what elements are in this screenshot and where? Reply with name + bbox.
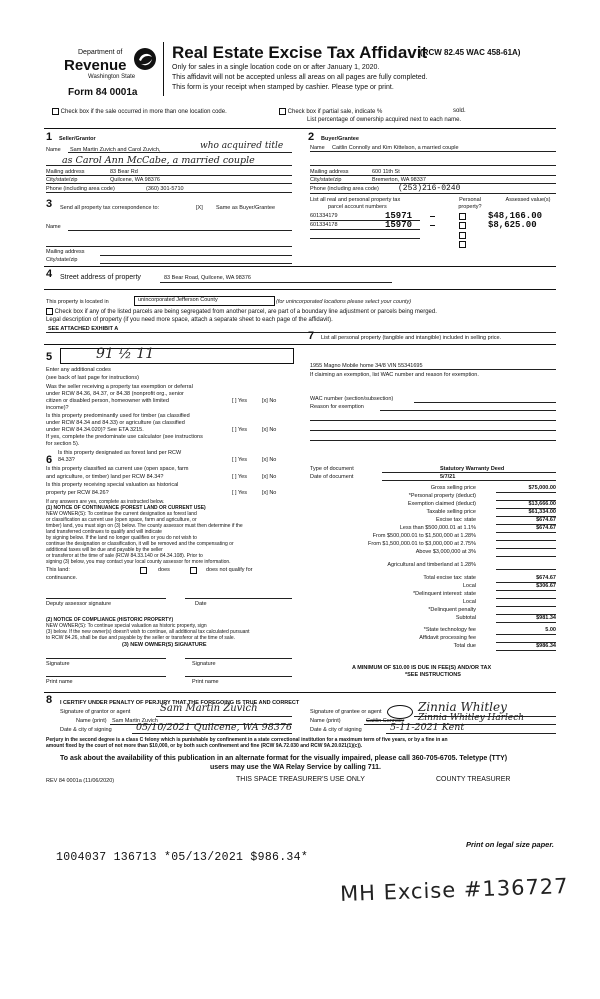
grantee-signature[interactable]: Zinnia Whitley	[418, 700, 507, 714]
buyer-mailing-label: Mailing address	[310, 169, 349, 175]
tax-row-label: Gross selling price	[430, 485, 476, 491]
tax-row-label: Excise tax: state	[435, 517, 476, 523]
s5-q1-line: under RCW 84.36, 84.37, or 84.38 (nonprofit org., senior	[46, 391, 184, 397]
form-number: Form 84 0001a	[68, 87, 138, 98]
s5-q2-line: under RCW 84.34.020)? See ETA 3215.	[46, 427, 144, 433]
exemption-note: If claiming an exemption, list WAC number and reason for exemption.	[310, 372, 479, 378]
s6-q2-line: and agriculture, or timber) land per RCW 84.34?	[46, 474, 164, 480]
tax-row-label: *State technology fee	[423, 627, 476, 633]
seller-name-value[interactable]: Sam Martin Zuvich and Carol Zuvich,	[70, 147, 161, 153]
correspondence-mark[interactable]: [X]	[196, 205, 203, 211]
grantor-date-city[interactable]: 05/10/2021 Quilcene, WA 98376	[136, 722, 292, 733]
form-title-ref: (RCW 82.45 WAC 458-61A)	[420, 48, 521, 57]
accessibility-note-2: users may use the WA Relay Service by calling 711.	[210, 764, 381, 771]
rule	[46, 598, 166, 599]
seller-phone-label: Phone (including area code)	[46, 186, 115, 192]
s6-q3-yes[interactable]: [ ] Yes	[232, 490, 247, 496]
land-does-checkbox[interactable]	[140, 567, 147, 574]
location-select[interactable]	[134, 296, 275, 306]
grantee-print-handwritten: Zinnia Whitley Harlech	[418, 713, 525, 723]
separator	[44, 692, 556, 693]
assessor-signature-label: Deputy assessor signature	[46, 601, 112, 607]
section-8-number: 8	[46, 694, 53, 706]
segregated-label: Check box if any of the listed parcels are being segregated from another parcel, are part of a boundary line adjustment or parcels being merged.	[54, 309, 437, 316]
rule	[310, 175, 556, 176]
partial-sale-checkbox[interactable]	[279, 108, 286, 115]
dept-name: Revenue	[64, 57, 127, 74]
rule	[382, 480, 556, 481]
grantee-print-value[interactable]: Caitlin Connolly	[366, 718, 405, 724]
minimum-fee-note: A MINIMUM OF $10.00 IS DUE IN FEE(S) AND/OR TAX	[352, 665, 492, 671]
tax-row-label: Agricultural and timberland at 1.28%	[387, 562, 476, 568]
s6-q1-yes[interactable]: [ ] Yes	[232, 457, 247, 463]
section-2-number: 2	[308, 131, 315, 143]
legal-description-value[interactable]: SEE ATTACHED EXHIBIT A	[48, 326, 119, 332]
wac-number-label: WAC number (section/subsection)	[310, 396, 394, 402]
notice-continuance-line: signing (3) below, you may contact your local county assessor for more information.	[46, 559, 231, 565]
notice-compliance-line: to RCW 84.26, shall be due and payable by the seller or transferor at the time of sale.	[46, 635, 235, 641]
tax-row-value[interactable]: $986.34	[496, 643, 556, 651]
s6-q2-yes[interactable]: [ ] Yes	[232, 474, 247, 480]
dept-state: Washington State	[88, 74, 136, 80]
parcel-personal-checkbox[interactable]	[459, 222, 466, 229]
rule	[310, 229, 420, 230]
correspondence-mailing-label: Mailing address	[46, 249, 85, 255]
tax-row-label: *Delinquent interest: state	[413, 591, 476, 597]
notice-continuance-line: land transferred continues to qualify and will indicate	[46, 529, 162, 535]
tax-row-label: Taxable selling price	[426, 509, 476, 515]
county-treasurer-label: COUNTY TREASURER	[436, 776, 511, 783]
seller-city-label: City/state/zip	[46, 177, 78, 183]
correspondence-city-label: City/state/zip	[46, 257, 78, 263]
dept-line: Department of	[78, 49, 123, 56]
section-1-number: 1	[46, 131, 53, 143]
owner-print-name-label-2: Print name	[192, 679, 219, 685]
header-divider	[163, 42, 164, 96]
parcel-row-dash	[430, 216, 435, 217]
buyer-phone-label: Phone (including area code)	[310, 186, 379, 192]
header-note-3: This form is your receipt when stamped by cashier. Please type or print.	[172, 84, 394, 91]
tax-row-value[interactable]: $981.34	[496, 615, 556, 623]
parcel-row-value[interactable]: $48,166.00	[488, 211, 543, 221]
land-does-not-label: does not qualify for	[206, 567, 253, 573]
tax-row-value[interactable]	[496, 599, 556, 607]
rule	[46, 183, 292, 184]
tax-row-label: Subtotal	[455, 615, 476, 621]
doc-date-label: Date of document	[310, 474, 354, 480]
grantee-signature-label: Signature of grantee or agent	[310, 709, 382, 715]
see-instructions-note: *SEE INSTRUCTIONS	[405, 672, 461, 678]
tax-row-label: Total due	[453, 643, 476, 649]
rule	[46, 192, 292, 193]
exemption-reason-label: Reason for exemption	[310, 404, 364, 410]
doc-type-value[interactable]: Statutory Warranty Deed	[440, 466, 505, 472]
notice-continuance-line: or transferor at the time of sale (RCW 84.33.140 or 84.34.108). Prior to	[46, 553, 203, 559]
seller-city-value[interactable]: Quilcene, WA 98376	[110, 177, 160, 183]
tax-row-value[interactable]	[496, 591, 556, 599]
rule	[386, 733, 556, 734]
rule	[68, 230, 292, 231]
revision-label: REV 84 0001a (11/06/2020)	[46, 778, 115, 784]
notice-compliance-line: NEW OWNER(S): To continue special valuation as historic property, sign	[46, 623, 207, 629]
rule	[414, 402, 556, 403]
tax-row-value[interactable]	[496, 549, 556, 557]
correspondence-name-label: Name	[46, 224, 61, 230]
rule	[310, 430, 556, 431]
s5-q1-line: income)?	[46, 405, 69, 411]
rule	[46, 332, 556, 333]
notice-continuance-line: continue the designation or classification, it will be removed and the compensating or	[46, 541, 234, 547]
seller-heading: Seller/Grantor	[59, 136, 96, 142]
rule	[310, 193, 556, 194]
s6-q1-line: 84.33?	[58, 457, 75, 463]
header-note-1: Only for sales in a single location code on or after January 1, 2020.	[172, 64, 380, 71]
section-3-number: 3	[46, 198, 53, 210]
s5-q2-no[interactable]: [x] No	[262, 427, 277, 433]
grantor-signature-label: Signature of grantor or agent	[60, 709, 131, 715]
parcel-row-value[interactable]: $8,625.00	[488, 220, 537, 230]
s5-q1-yes[interactable]: [ ] Yes	[232, 398, 247, 404]
tax-row-value[interactable]: $674.67	[496, 517, 556, 525]
tax-row-value[interactable]	[496, 562, 556, 570]
buyer-mailing-value[interactable]: 600 11th St	[372, 169, 400, 175]
tax-row-value[interactable]	[496, 607, 556, 615]
s5-q2-line: If yes, complete the predominate use calculator (see instructions	[46, 434, 203, 440]
separator	[44, 128, 556, 129]
grantor-print-label: Name (print)	[76, 718, 107, 724]
parcels-header-list: List all real and personal property tax	[310, 197, 401, 203]
grantor-date-city-label: Date & city of signing	[60, 727, 112, 733]
seller-mailing-value[interactable]: 83 Bear Rd	[110, 169, 138, 175]
seller-phone-value[interactable]: (360) 301-5710	[146, 186, 184, 192]
notice-continuance-line: additional taxes will be due and payable by the seller	[46, 547, 163, 553]
form-title: Real Estate Excise Tax Affidavit	[172, 43, 428, 62]
s6-q2-no[interactable]: [x] No	[262, 474, 277, 480]
tax-row-label: Local	[462, 599, 476, 605]
rule	[310, 165, 556, 166]
grantee-print-label: Name (print)	[310, 718, 341, 724]
buyer-phone-value[interactable]: (253)216-0240	[398, 184, 461, 193]
owner-print-name-label: Print name	[46, 679, 73, 685]
s5-q2-line: for section 5).	[46, 441, 80, 447]
notice-continuance-title: (1) NOTICE OF CONTINUANCE (FOREST LAND OR CURRENT USE)	[46, 505, 206, 511]
seller-name-handwritten-2: as Carol Ann McCabe, a married couple	[62, 155, 255, 166]
notice-continuance-line: or classification as current use (open space, farm and agriculture, or	[46, 517, 197, 523]
rule	[185, 598, 292, 599]
rule	[185, 676, 292, 677]
tax-row-value[interactable]: $13,666.00	[496, 501, 556, 509]
land-does-not-checkbox[interactable]	[190, 567, 197, 574]
seller-mailing-label: Mailing address	[46, 169, 85, 175]
see-back-label: (see back of last page for instructions)	[46, 375, 139, 381]
rule	[132, 733, 292, 734]
correspondence-label: Send all property tax correspondence to:	[60, 205, 160, 211]
s5-q1-no[interactable]: [x] No	[262, 398, 277, 404]
parcel-row-dash	[430, 225, 435, 226]
correspondence-same-as: Same as Buyer/Grantee	[216, 205, 276, 211]
s6-q3-line: Is this property receiving special valuation as historical	[46, 482, 179, 488]
tax-row-label: From $500,000.01 to $1,500,000 at 1.28%	[372, 533, 476, 539]
continuance-label: continuance.	[46, 575, 78, 581]
multi-location-checkbox[interactable]	[52, 108, 59, 115]
rule	[46, 676, 166, 677]
notice-continuance-line: by signing below. If the land no longer qualifies or you do not wish to	[46, 535, 197, 541]
rule	[382, 472, 556, 473]
section-4-number: 4	[46, 268, 53, 280]
header-note-2: This affidavit will not be accepted unless all areas on all pages are fully completed.	[172, 74, 428, 81]
ownership-note: List percentage of ownership acquired next to each name.	[307, 117, 462, 123]
accessibility-note-1: To ask about the availability of this publication in an alternate format for the visually impaired, please call 360-705-6705. Teletype (TTY)	[60, 755, 508, 762]
segregated-checkbox[interactable]	[46, 308, 53, 315]
tax-row-label: Less than $500,000.01 at 1.1%	[399, 525, 476, 531]
multi-location-label: Check box if the sale occurred in more than one location code.	[60, 109, 227, 116]
s6-q2-line: Is this property classified as current use (open space, farm	[46, 466, 189, 472]
buyer-city-label: City/state/zip	[310, 177, 342, 183]
rule	[310, 369, 556, 370]
land-does-label: does	[158, 567, 170, 573]
s5-q2-line: Is this property predominantly used for timber (as classified	[46, 413, 190, 419]
enter-codes-label: Enter any additional codes	[46, 367, 111, 373]
revenue-swirl-icon	[132, 46, 158, 72]
tax-row-label: *Personal property (deduct)	[408, 493, 476, 499]
tax-row-value[interactable]	[496, 533, 556, 541]
grantor-print-value[interactable]: Sam Martin Zuvich	[112, 718, 158, 724]
tax-row-label: Total excise tax: state	[423, 575, 476, 581]
parcel-row-acct[interactable]: 601334178	[310, 222, 338, 228]
dor-logo	[60, 42, 164, 82]
s6-answers-note: If any answers are yes, complete as instructed below.	[46, 499, 165, 505]
owner-signature-label: Signature	[46, 661, 70, 667]
parcel-personal-checkbox[interactable]	[459, 213, 466, 220]
personal-property-value[interactable]: 1955 Magno Mobile home 34/8 VIN 55341695	[310, 363, 423, 369]
new-owner-signature-title: (3) NEW OWNER(S) SIGNATURE	[122, 642, 207, 648]
separator	[44, 344, 556, 345]
partial-sale-label: Check box if partial sale, indicate %	[287, 109, 383, 116]
tax-row-value[interactable]: $61,334.00	[496, 509, 556, 517]
buyer-name-label: Name	[310, 145, 325, 151]
parcel-row-handwritten: 15971	[385, 211, 413, 221]
sold-label: sold.	[453, 108, 466, 114]
perjury-statement-1: Perjury in the second degree is a class C felony which is punishable by confinement in a state correctional institution for a maximum term of five years, or by a fine in an	[46, 737, 448, 743]
rule	[156, 716, 292, 717]
agent-circle	[387, 705, 413, 719]
s6-q3-no[interactable]: [x] No	[262, 490, 277, 496]
legal-description-label: Legal description of property (if you need more space, attach a separate sheet to each page of the affidavit).	[46, 317, 333, 323]
certify-statement: I CERTIFY UNDER PENALTY OF PERJURY THAT THE FOREGOING IS TRUE AND CORRECT	[60, 700, 300, 706]
handwritten-excise-note: MH Excise #136727	[339, 874, 569, 906]
rule	[46, 658, 166, 659]
rule	[310, 420, 556, 421]
parcel-row-handwritten: 15970	[385, 220, 413, 230]
grantee-date-city[interactable]: 5-11-2021 Kent	[390, 722, 465, 733]
rule	[310, 440, 556, 441]
notice-continuance-line: NEW OWNER(S): To continue the current designation as forest land	[46, 511, 197, 517]
parcels-header-assessed: Assessed value(s)	[505, 197, 551, 203]
notice-continuance-line: timber) land, you must sign on (3) below. The county assessor must then determine if the	[46, 523, 243, 529]
s5-q2-yes[interactable]: [ ] Yes	[232, 427, 247, 433]
location-note: (for unincorporated locations please select your county)	[276, 299, 412, 305]
treasurer-space-label: THIS SPACE TREASURER'S USE ONLY	[236, 776, 365, 783]
rule	[100, 255, 292, 256]
doc-type-label: Type of document	[310, 466, 354, 472]
separator	[44, 266, 556, 267]
rule	[160, 282, 392, 283]
separator	[44, 289, 556, 290]
tax-row-value[interactable]	[496, 493, 556, 501]
this-land-label: This land:	[46, 567, 70, 573]
owner-signature-label-2: Signature	[192, 661, 216, 667]
notice-compliance-title: (2) NOTICE OF COMPLIANCE (HISTORIC PROPERTY)	[46, 617, 174, 623]
buyer-heading: Buyer/Grantee	[321, 136, 359, 142]
s5-q1-line: citizen or disabled person, homeowner with limited	[46, 398, 169, 404]
rule	[380, 410, 556, 411]
rule	[310, 238, 420, 239]
tax-row-value[interactable]: $674.67	[496, 575, 556, 583]
parcel-personal-checkbox[interactable]	[459, 241, 466, 248]
s5-q1-line: Was the seller receiving a property tax exemption or deferral	[46, 384, 193, 390]
rule	[185, 658, 292, 659]
s6-q3-line: property per RCW 84.26?	[46, 490, 109, 496]
personal-property-label: List all personal property (tangible and intangible) included in selling price.	[321, 335, 502, 341]
s6-q1-line: Is this property designated as forest land per RCW	[58, 450, 182, 456]
rule	[46, 175, 292, 176]
seller-name-label: Name	[46, 147, 61, 153]
street-label: Street address of property	[60, 274, 141, 281]
seller-name-handwritten-1: who acquired title	[200, 141, 284, 151]
tax-row-label: From $1,500,000.01 to $3,000,000 at 2.75%	[368, 541, 476, 547]
street-value[interactable]: 83 Bear Road, Quilcene, WA 98376	[164, 275, 251, 281]
perjury-statement-2: amount fixed by the court of not more than $10,000, or by both such confinement and fine (RCW 9A.72.030 and RCW 9A.20.021(1)(c)).	[46, 743, 363, 749]
section-7-number: 7	[308, 330, 315, 342]
parcel-row-acct[interactable]: 601334179	[310, 213, 338, 219]
grantor-signature[interactable]: Sam Martin Zuvich	[160, 703, 258, 714]
tax-row-value[interactable]: $75,000.00	[496, 485, 556, 493]
tax-row-label: Local	[462, 583, 476, 589]
parcel-personal-checkbox[interactable]	[459, 232, 466, 239]
legal-size-note: Print on legal size paper.	[466, 840, 554, 849]
tax-row-label: Above $3,000,000 at 3%	[415, 549, 476, 555]
parcels-header-personal: Personal property?	[458, 197, 482, 210]
s6-q1-no[interactable]: [x] No	[262, 457, 277, 463]
tax-row-value[interactable]: $674.67	[496, 525, 556, 533]
tax-row-label: Affidavit processing fee	[419, 635, 476, 641]
parcels-header-parcel: parcel account numbers	[328, 204, 387, 210]
rule	[310, 151, 556, 152]
receipt-stamp: 1004037 136713 *05/13/2021 $986.34*	[56, 851, 309, 864]
tax-row-value[interactable]: $306.67	[496, 583, 556, 591]
rule	[46, 246, 292, 247]
buyer-name-value[interactable]: Caitlin Connolly and Kim Kittelson, a married couple	[332, 145, 459, 151]
location-label: This property is located in	[46, 299, 109, 305]
section-5-number: 5	[46, 351, 53, 363]
buyer-city-value[interactable]: Bremerton, WA 98337	[372, 177, 426, 183]
tax-row-value[interactable]	[496, 541, 556, 549]
grantee-date-city-label: Date & city of signing	[310, 727, 362, 733]
section-6-number: 6	[46, 454, 53, 466]
tax-row-label: Exemption claimed (deduct)	[407, 501, 476, 507]
tax-row-label: *Delinquent penalty	[428, 607, 476, 613]
tax-row-value[interactable]	[496, 635, 556, 643]
notice-compliance-line: (3) below. If the new owner(s) doesn't wish to continue, all additional tax calculated pursuant	[46, 629, 250, 635]
rule	[100, 263, 292, 264]
doc-date-value[interactable]: 5/7/21	[440, 474, 456, 480]
assessor-date-label: Date	[195, 601, 207, 607]
s5-q2-line: under RCW 84.34 and 84.33) or agriculture (as classified	[46, 420, 185, 426]
additional-codes-handwritten: 91 ½ 11	[96, 346, 155, 362]
location-value: unincorporated Jefferson County	[138, 297, 218, 303]
tax-row-value[interactable]: 5.00	[496, 627, 556, 635]
